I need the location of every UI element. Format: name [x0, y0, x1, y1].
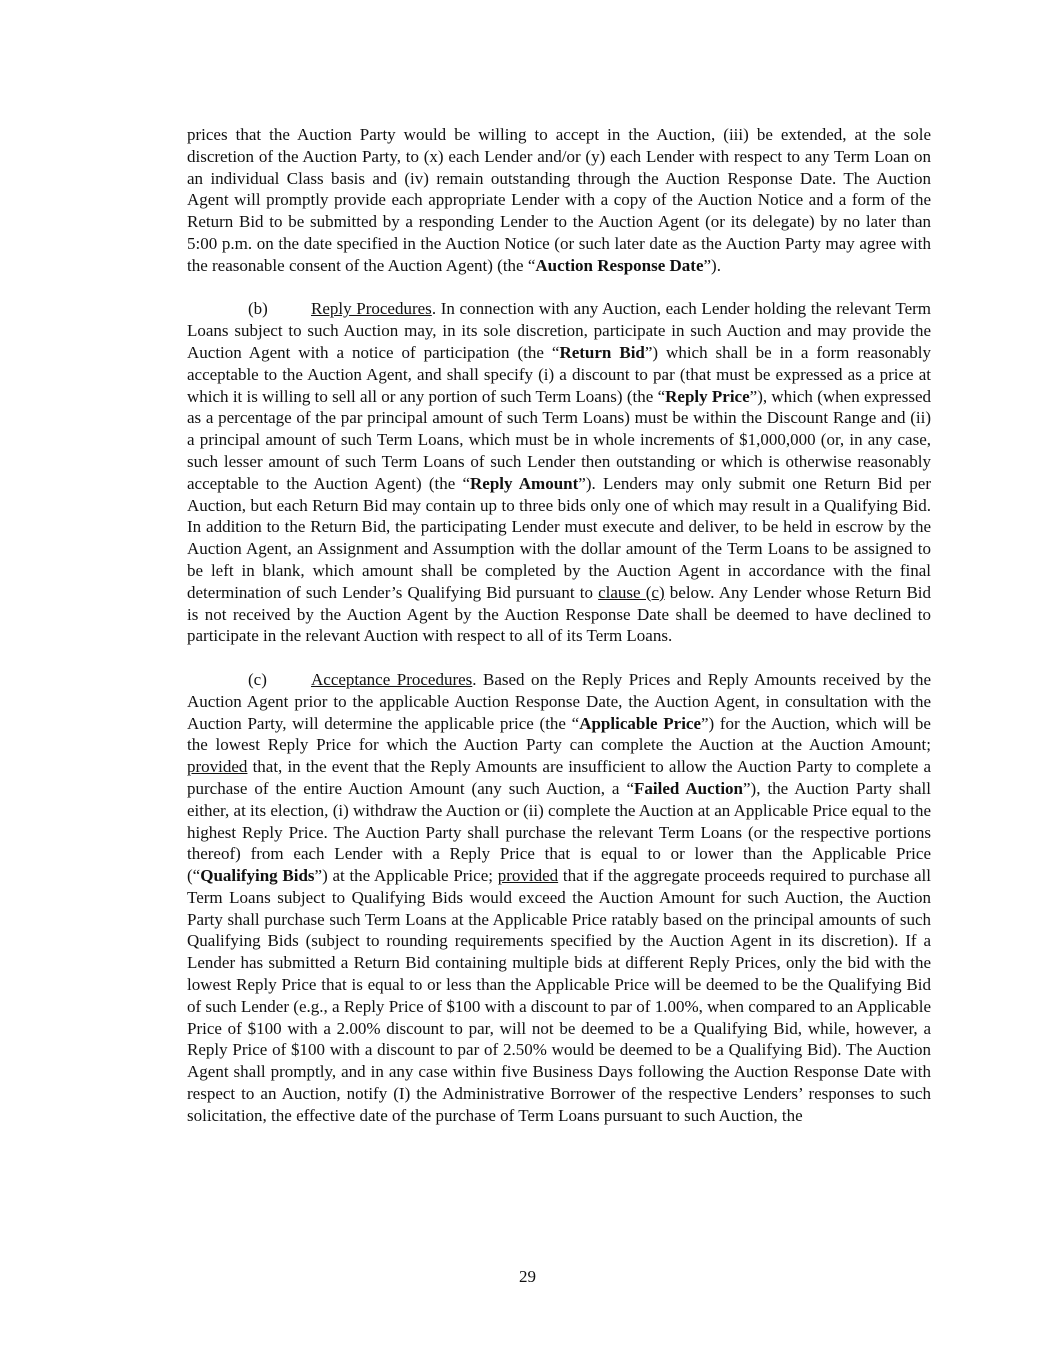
- text-run: . Based on the Reply Prices and Reply Amounts received by the Auction Agent prior to the applicable Auction Response Date, the Auction Agent, in consultation with the Auction Party, will determine the applicable price (the “: [187, 669, 931, 733]
- text-run: ”).: [703, 255, 721, 275]
- text-run: ”) which shall be in a form reasonably acceptable to the Auction Agent, and shall specify (i) a discount to par (that must be expressed as a price at which it is willing to sell all or any portion of such Term Loans) (the “: [187, 342, 931, 406]
- paragraph-b-reply-procedures: [187, 298, 931, 647]
- underlined-term: provided: [497, 866, 559, 886]
- section-heading: Acceptance Procedures: [311, 669, 473, 689]
- text-run: ”), which (when expressed as a percentage of the par principal amount of such Term Loans) must be within the Discount Range and (ii) a principal amount of such Term Loans, which must be in whole increments of $1,000,000 (or, in any case, such lesser amount of such Term Loans of such Lender then outstanding or which is otherwise reasonably acceptable to the Auction Agent) (the “: [187, 386, 932, 493]
- defined-term: Failed Auction: [634, 778, 744, 798]
- paragraph-auction-notice-continuation: [187, 124, 931, 277]
- cross-reference: clause (c): [598, 582, 665, 602]
- text-run: below. Any Lender whose Return Bid is not received by the Auction Agent by the Auction Response Date shall be deemed to have declined to participate in the relevant Auction with respect to all of its Term Loans.: [187, 582, 932, 646]
- defined-term: Auction Response Date: [535, 255, 704, 275]
- text-run: ”), the Auction Party shall either, at its election, (i) withdraw the Auction or (ii) complete the Auction at an Applicable Price equal to the highest Reply Price. The Auction Party shall purchase the relevant Term Loans (or the respective portions thereof) from each Lender with a Reply Price that is equal to or lower than the Applicable Price (“: [187, 778, 931, 886]
- text-run: prices that the Auction Party would be willing to accept in the Auction, (iii) be extended, at the sole discretion of the Auction Party, to (x) each Lender and/or (y) each Lender with respect to any Term Loan on an individual Class basis and (iv) remain outstanding through the Auction Response Date. The Auction Agent will promptly provide each appropriate Lender with a copy of the Auction Notice and a form of the Return Bid to be submitted by a responding Lender to the Auction Agent (or its delegate) by no later than 5:00 p.m. on the date specified in the Auction Notice (or such later date as the Auction Party may agree with the reasonable consent of the Auction Agent) (the “: [187, 125, 931, 275]
- clause-label: (c): [248, 669, 267, 689]
- paragraph-c-acceptance-procedures: [187, 669, 931, 1127]
- text-run: ”) for the Auction, which will be the lowest Reply Price for which the Auction Party can complete the Auction at the Auction Amount;: [187, 713, 931, 755]
- clause-label: (b): [248, 299, 268, 319]
- defined-term: Reply Amount: [470, 473, 579, 493]
- document-body: [187, 124, 931, 1148]
- defined-term: Qualifying Bids: [200, 866, 315, 886]
- text-run: ”). Lenders may only submit one Return Bid per Auction, but each Return Bid may contain up to three bids only one of which may result in a Qualifying Bid. In addition to the Return Bid, the participating Lender must execute and deliver, to be held in escrow by the Auction Agent, an Assignment and Assumption with the dollar amount of the Term Loans to be assigned to be left in blank, which amount shall be completed by the Auction Agent in accordance with the final determination of such Lender’s Qualifying Bid pursuant to: [187, 473, 931, 602]
- defined-term: Applicable Price: [579, 713, 702, 733]
- section-heading: Reply Procedures: [311, 299, 432, 319]
- text-run: that, in the event that the Reply Amounts are insufficient to allow the Auction Party to complete a purchase of the entire Auction Amount (any such Auction, a “: [187, 757, 931, 798]
- defined-term: Return Bid: [559, 342, 645, 362]
- text-run: . In connection with any Auction, each Lender holding the relevant Term Loans subject to such Auction may, in its sole discretion, participate in such Auction and may provide the Auction Agent with a notice of participation (the “: [187, 299, 931, 362]
- defined-term: Reply Price: [665, 386, 750, 406]
- page-number: 29: [519, 1267, 536, 1286]
- underlined-term: provided: [187, 757, 248, 777]
- text-run: ”) at the Applicable Price;: [314, 866, 498, 886]
- text-run: that if the aggregate proceeds required to purchase all Term Loans subject to Qualifying Bids would exceed the Auction Amount for such Auction, the Auction Party shall purchase such Term Loans at the Applicable Price ratably based on the principal amounts of such Qualifying Bids (subject to rounding requirements specified by the Auction Agent in its discretion). If a Lender has submitted a Return Bid containing multiple bids at different Reply Prices, only the bid with the lowest Reply Price that is equal to or less than the Applicable Price will be deemed to be the Qualifying Bid of such Lender (e.g., a Reply Price of $100 with a discount to par of 1.00%, when compared to an Applicable Price of $100 with a 2.00% discount to par, will not be deemed to be a Qualifying Bid, while, however, a Reply Price of $100 with a discount to par of 2.50% would be deemed to be a Qualifying Bid). The Auction Agent shall promptly, and in any case within five Business Days following the Auction Response Date with respect to an Auction, notify (I) the Administrative Borrower of the respective Lenders’ responses to such solicitation, the effective date of the purchase of Term Loans pursuant to such Auction, the: [187, 866, 931, 1125]
